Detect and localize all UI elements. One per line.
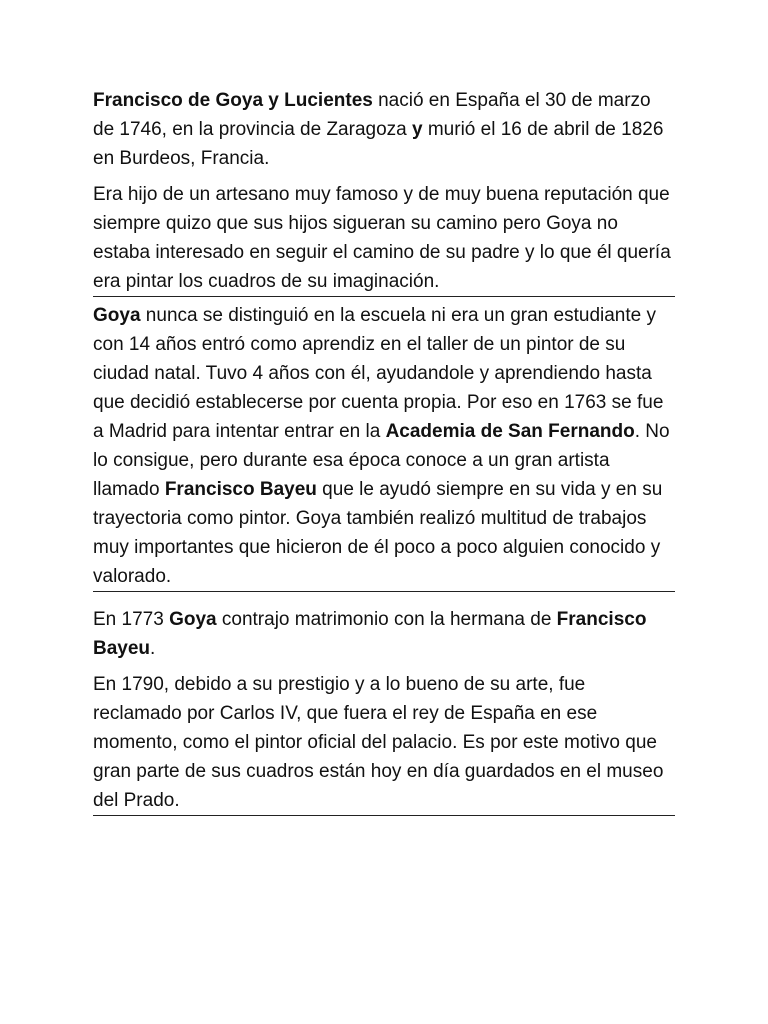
paragraph-court-painter	[93, 670, 675, 816]
paragraph-education	[93, 297, 675, 592]
text-run: nació en España el 30 de marzo de 1746, en la provincia de Zaragoza	[93, 90, 651, 140]
document-page	[93, 86, 675, 816]
text-run: murió el 16 de abril de 1826 en Burdeos, Francia.	[93, 119, 664, 169]
text-run: En 1790, debido a su prestigio y a lo bueno de su arte, fue reclamado por Carlos IV, que fuera el rey de España en ese momento, como el pintor oficial del palacio. Es por este motivo que gran parte de sus cuadros están hoy en día guardados en el museo del Prado.	[93, 674, 664, 811]
text-run: que le ayudó siempre en su vida y en su trayectoria como pintor. Goya también realizó multitud de trabajos muy importantes que hicieron de él poco a poco alguien conocido y valorado.	[93, 479, 663, 587]
text-run: Goya	[93, 305, 141, 326]
text-run: Francisco Bayeu	[93, 609, 647, 659]
text-run: y	[412, 119, 423, 140]
text-run: Francisco Bayeu	[164, 479, 317, 500]
text-run: Academia de San Fernando	[385, 421, 635, 442]
text-run: nunca se distinguió en la escuela ni era un gran estudiante y con 14 años entró como aprendiz en el taller de un pintor de su ciudad natal. Tuvo 4 años con él, ayudandole y aprendiendo hasta que decidió establecerse por cuenta propia. Por eso en 1763 se fue a Madrid para intentar entrar en la	[93, 305, 664, 442]
text-run: . No lo consigue, pero durante esa época conoce a un gran artista llamado	[93, 421, 670, 500]
text-run: Era hijo de un artesano muy famoso y de muy buena reputación que siempre quizo que sus hijos sigueran su camino pero Goya no estaba interesado en seguir el camino de su padre y lo que él quería era pintar los cuadros de su imaginación.	[93, 184, 671, 292]
text-run: .	[150, 638, 156, 659]
text-run: contrajo matrimonio con la hermana de	[216, 609, 557, 630]
paragraph-father	[93, 180, 675, 297]
text-run: Goya	[169, 609, 217, 630]
paragraph-birth-death	[93, 86, 675, 173]
text-run: Francisco de Goya y Lucientes	[93, 90, 373, 111]
text-run: En 1773	[93, 609, 170, 630]
paragraph-marriage	[93, 592, 675, 663]
